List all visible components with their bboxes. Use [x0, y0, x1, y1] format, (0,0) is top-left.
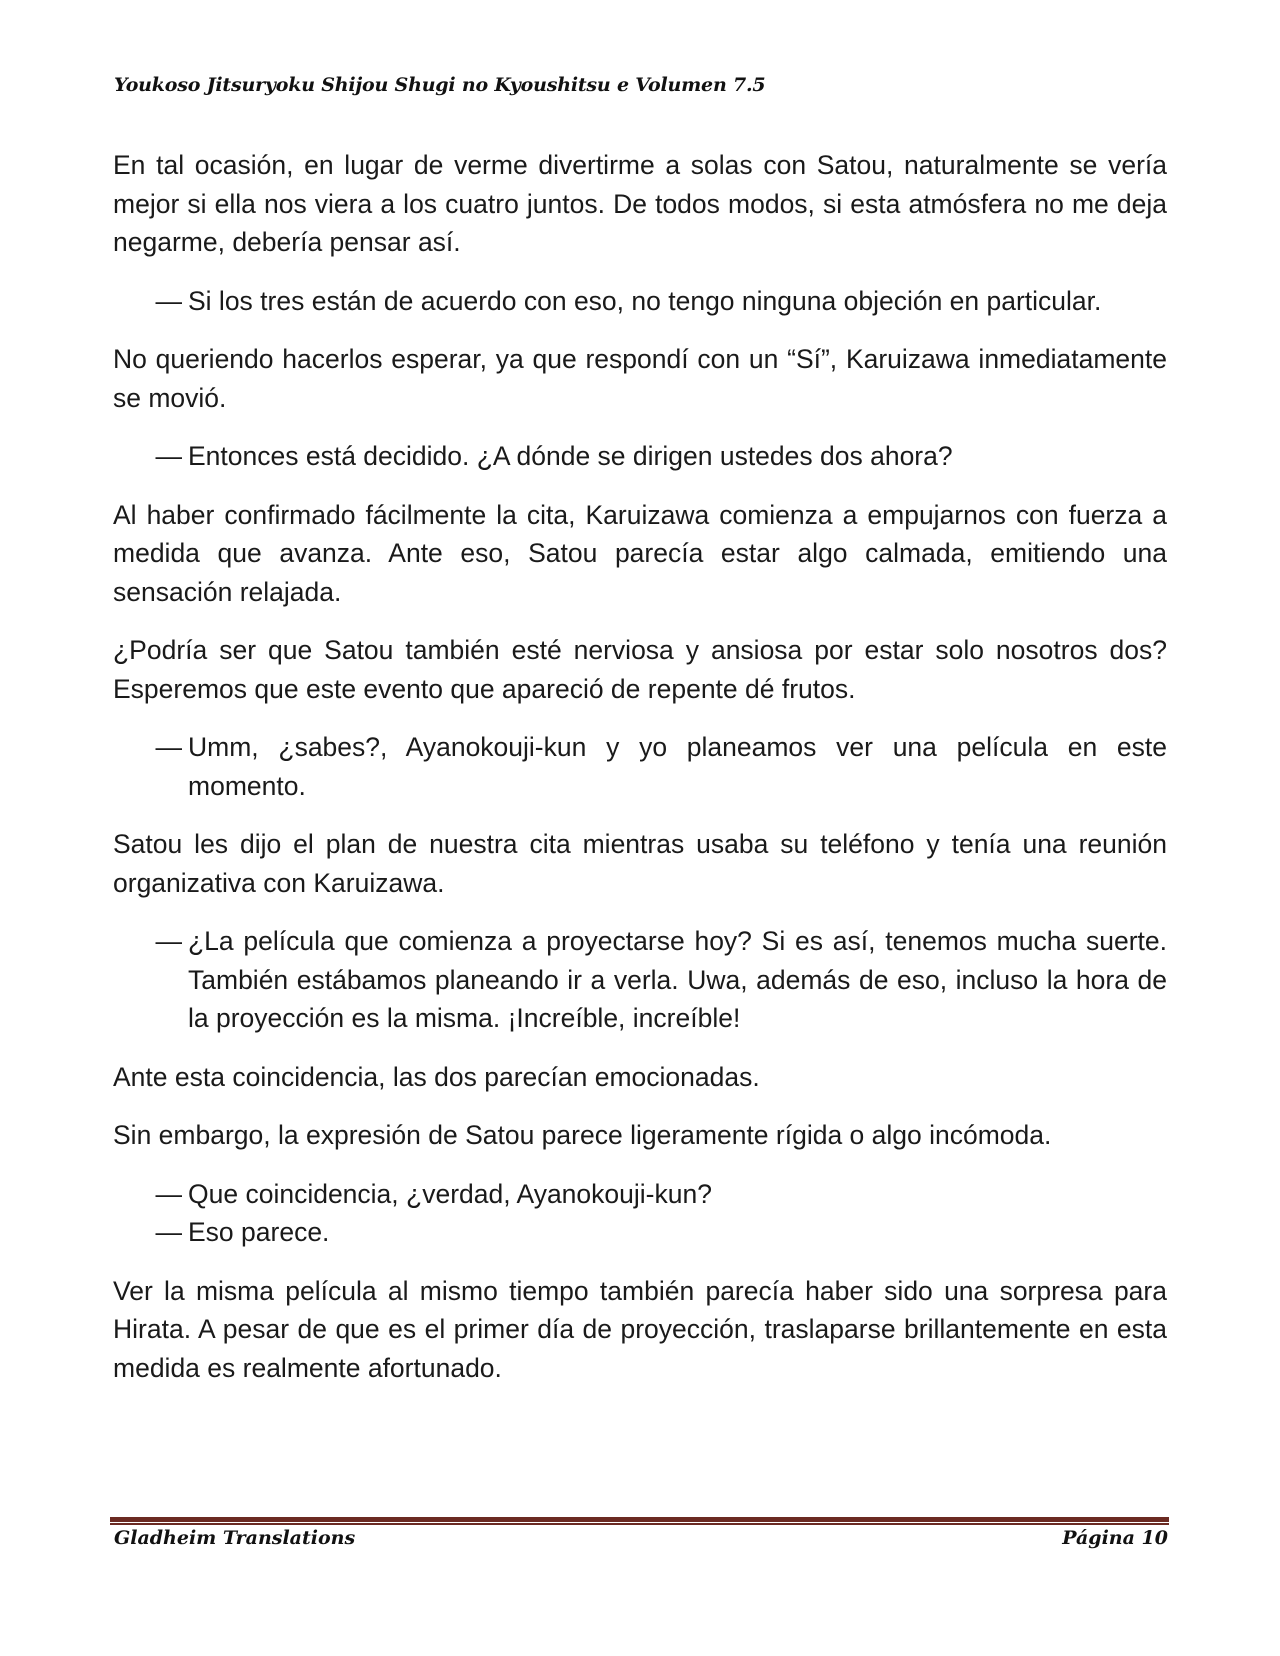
dialogue-dash: — [155, 926, 182, 956]
footer-page-number: Página 10 [1062, 1527, 1168, 1549]
page-header-title: Youkoso Jitsuryoku Shijou Shugi no Kyoushitsu e Volumen 7.5 [114, 74, 766, 96]
paragraph: No queriendo hacerlos esperar, ya que respondí con un “Sí”, Karuizawa inmediatamente se movió. [113, 344, 1167, 413]
dialogue-text: Que coincidencia, ¿verdad, Ayanokouji-kun? [188, 1178, 712, 1209]
dialogue-line [113, 1175, 1167, 1214]
dialogue-line [113, 1213, 1167, 1252]
dialogue-dash: — [155, 1178, 182, 1209]
dialogue-text: Umm, ¿sabes?, Ayanokouji-kun y yo planeamos ver una película en este momento. [188, 732, 1167, 801]
dialogue-line [113, 728, 1167, 805]
dialogue-line [113, 437, 1167, 476]
footer-translator: Gladheim Translations [114, 1527, 356, 1549]
paragraph: Al haber confirmado fácilmente la cita, Karuizawa comienza a empujarnos con fuerza a medida que avanza. Ante eso, Satou parecía estar algo calmada, emitiendo una sensación relajada. [113, 499, 1167, 607]
footer-divider-thin [110, 1523, 1169, 1525]
dialogue-text: Eso parece. [188, 1217, 330, 1247]
paragraph: En tal ocasión, en lugar de verme divertirme a solas con Satou, naturalmente se vería mejor si ella nos viera a los cuatro juntos. De todos modos, si esta atmósfera no me deja negarme, debería pensar así. [113, 150, 1167, 257]
dialogue-line [113, 922, 1167, 1038]
page-body [113, 146, 1167, 1407]
dialogue-text: Entonces está decidido. ¿A dónde se dirigen ustedes dos ahora? [188, 441, 953, 471]
dialogue-dash: — [155, 285, 182, 316]
dialogue-dash: — [155, 441, 182, 471]
paragraph: Sin embargo, la expresión de Satou parece ligeramente rígida o algo incómoda. [113, 1120, 1052, 1150]
dialogue-line [113, 282, 1167, 321]
paragraph: Ver la misma película al mismo tiempo también parecía haber sido una sorpresa para Hirata. A pesar de que es el primer día de proyección, traslaparse brillantemente en esta medida es realmente afortunado. [113, 1275, 1167, 1383]
dialogue-text: Si los tres están de acuerdo con eso, no tengo ninguna objeción en particular. [188, 285, 1102, 316]
dialogue-dash: — [155, 1217, 182, 1247]
paragraph: ¿Podría ser que Satou también esté nerviosa y ansiosa por estar solo nosotros dos? Esperemos que este evento que apareció de repente dé frutos. [113, 635, 1167, 704]
footer-divider [110, 1517, 1169, 1525]
footer-divider-thick [110, 1517, 1169, 1522]
dialogue-text: ¿La película que comienza a proyectarse hoy? Si es así, tenemos mucha suerte. También estábamos planeando ir a verla. Uwa, además de eso, incluso la hora de la proyección es la misma. ¡Increíble, increíble! [188, 926, 1167, 1033]
dialogue-dash: — [155, 732, 182, 762]
paragraph: Satou les dijo el plan de nuestra cita mientras usaba su teléfono y tenía una reunión organizativa con Karuizawa. [113, 829, 1167, 898]
paragraph: Ante esta coincidencia, las dos parecían emocionadas. [113, 1061, 760, 1092]
